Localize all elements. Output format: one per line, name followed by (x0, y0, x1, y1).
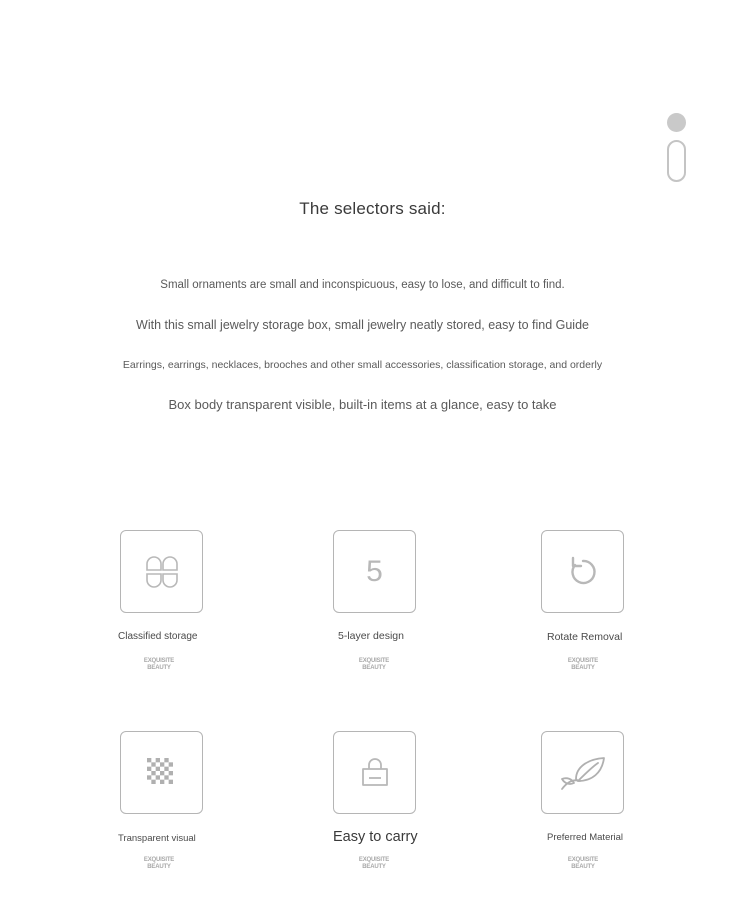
feature-icon-box (541, 530, 624, 613)
description-line-3: Earrings, earrings, necklaces, brooches and other small accessories, classification storage, and orderly (122, 359, 603, 371)
scroll-dot-icon (667, 113, 686, 132)
feature-subtext: EXQUISITE BEAUTY (567, 857, 599, 870)
feature-label: Preferred Material (547, 832, 624, 843)
four-petal-icon (145, 555, 179, 589)
feature-label: Easy to carry (333, 829, 418, 845)
scroll-pill-icon (667, 140, 686, 182)
checkerboard-icon (147, 758, 173, 784)
leaf-icon (558, 755, 608, 791)
feature-subtext: EXQUISITE BEAUTY (358, 658, 390, 671)
feature-icon-box (333, 731, 416, 814)
shopping-bag-icon (360, 758, 390, 788)
feature-icon-box (120, 731, 203, 814)
feature-label: 5-layer design (338, 630, 404, 642)
feature-icon-box (120, 530, 203, 613)
feature-subtext: EXQUISITE BEAUTY (143, 658, 175, 671)
feature-subtext: EXQUISITE BEAUTY (567, 658, 599, 671)
feature-label: Transparent visual (118, 833, 196, 844)
description-line-1: Small ornaments are small and inconspicuous, easy to lose, and difficult to find. (160, 279, 565, 291)
feature-label: Rotate Removal (547, 631, 623, 643)
feature-label: Classified storage (118, 631, 198, 642)
description-line-4: Box body transparent visible, built-in items at a glance, easy to take (168, 397, 557, 412)
feature-subtext: EXQUISITE BEAUTY (143, 857, 175, 870)
rotate-icon (566, 555, 600, 589)
feature-icon-box (541, 731, 624, 814)
feature-subtext: EXQUISITE BEAUTY (358, 857, 390, 870)
description-line-2: With this small jewelry storage box, small jewelry neatly stored, easy to find Guide (136, 318, 589, 332)
feature-icon-box (333, 530, 416, 613)
section-heading: The selectors said: (299, 199, 446, 218)
number-five-icon: 5 (366, 554, 383, 588)
